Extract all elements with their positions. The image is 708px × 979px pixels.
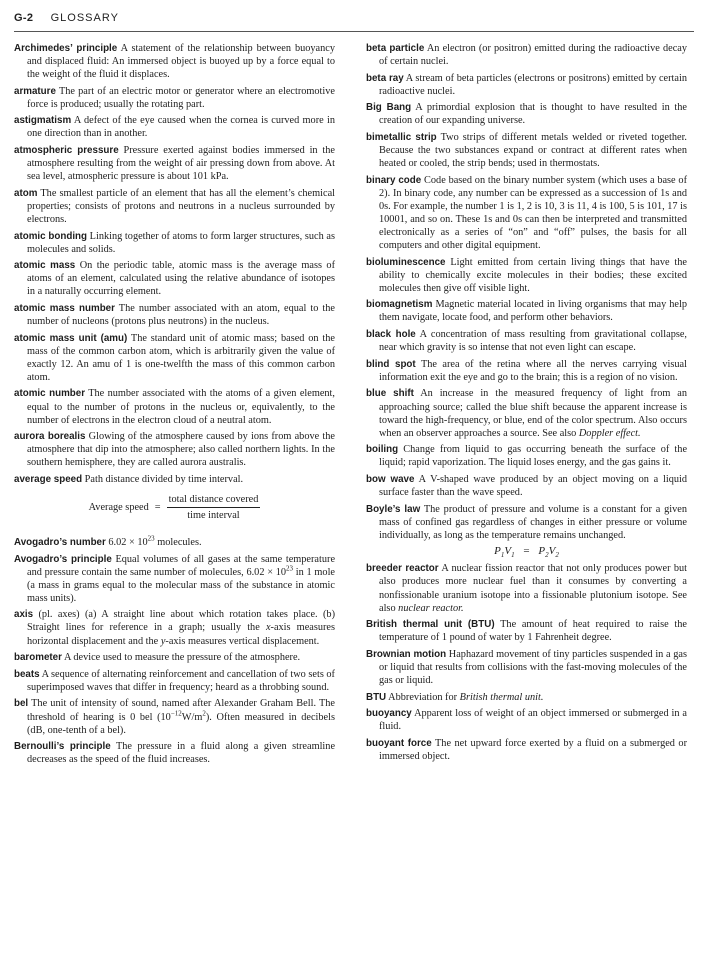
- entry-definition-cont: W/m: [181, 711, 203, 723]
- glossary-entry: [366, 42, 687, 68]
- formula-sub: 2: [545, 551, 549, 560]
- glossary-entry: [14, 651, 335, 664]
- glossary-entry: [366, 328, 687, 354]
- entry-term: black hole: [366, 329, 416, 341]
- formula-var: V: [504, 545, 512, 558]
- entry-definition: The area of the retina where all the nerves carrying visual information exit the eye and go to the brain; this is a region of no vision.: [379, 358, 687, 383]
- entry-definition: A concentration of mass resulting from gravitational collapse, near which gravity is so intense that not even light can escape.: [379, 329, 687, 354]
- section-title: GLOSSARY: [50, 12, 119, 24]
- entry-term: bimetallic strip: [366, 132, 437, 144]
- formula-var: P: [494, 545, 501, 558]
- entry-term: Avogadro’s principle: [14, 553, 112, 565]
- glossary-entry: [14, 144, 335, 183]
- glossary-entry: [366, 443, 687, 469]
- entry-definition: The amount of heat required to raise the temperature of 1 pound of water by 1 Fahrenheit degree.: [379, 619, 688, 644]
- entry-term: blind spot: [366, 358, 416, 370]
- glossary-entry: [366, 174, 687, 252]
- entry-definition: Path distance divided by time interval.: [84, 473, 244, 485]
- entry-definition: A device used to measure the pressure of the atmosphere.: [63, 652, 301, 664]
- entry-term: beta ray: [366, 72, 404, 84]
- exponent: 23: [147, 534, 155, 543]
- entry-definition: A defect of the eye caused when the cornea is curved more in one direction than in another.: [27, 115, 335, 140]
- entry-definition: Two strips of different metals welded or riveted together. Because the two substances expand or contract at different rates when heated or cooled, the strip bends; used in thermostats.: [379, 132, 688, 170]
- entry-definition: Light emitted from certain living things that have the ability to chemically excite molecules in their bodies; these excited molecules then give off visible light.: [379, 256, 688, 294]
- entry-term: BTU: [366, 691, 387, 703]
- right-column: [366, 42, 687, 767]
- glossary-entry: [366, 618, 687, 644]
- entry-term: buoyant force: [366, 737, 432, 749]
- entry-term: aurora borealis: [14, 431, 86, 443]
- average-speed-formula: [14, 490, 335, 526]
- glossary-entry: [14, 85, 335, 111]
- glossary-entry: [366, 562, 687, 614]
- entry-term: boiling: [366, 444, 399, 456]
- entry-term: atomic number: [14, 388, 86, 400]
- entry-term: atomic mass unit (amu): [14, 332, 128, 344]
- entry-definition: 6.02 × 10: [108, 536, 148, 548]
- variable: y: [160, 635, 166, 647]
- entry-term: breeder reactor: [366, 563, 439, 575]
- glossary-entry: [14, 536, 335, 549]
- glossary-entry: [14, 387, 335, 426]
- glossary-entry: [366, 473, 687, 499]
- entry-definition: A sequence of alternating reinforcement and cancellation of two sets of superimposed waves that differ in frequency; heard as a throbbing sound.: [27, 668, 335, 693]
- entry-term: barometer: [14, 652, 62, 664]
- formula-numerator: total distance covered: [167, 493, 261, 508]
- entry-definition: An increase in the measured frequency of light from an approaching source; called the blue shift because the apparent increase is toward the high-frequency, or blue, end of the color spectrum. Also occurs when an observer approaches a source. See also: [379, 388, 688, 439]
- variable: x: [265, 622, 271, 634]
- glossary-entry: [366, 131, 687, 170]
- entry-term: Big Bang: [366, 102, 412, 114]
- entry-definition: On the periodic table, atomic mass is the average mass of atoms of an element, calculated using the relative abundance of isotopes in a naturally occurring element.: [27, 260, 336, 298]
- entry-definition: The net upward force exerted by a fluid on a submerged or immersed object.: [379, 737, 688, 762]
- entry-definition-unit: molecules.: [157, 536, 202, 548]
- cross-reference: Doppler effect.: [578, 427, 641, 439]
- entry-term: bel: [14, 698, 29, 710]
- entry-term: axis: [14, 609, 34, 621]
- entry-definition-cont: ). Often measured in decibels (dB, one-tenth of a bel).: [27, 711, 335, 736]
- entry-definition: Code based on the binary number system (which uses a base of 2). In binary code, any number can be expressed as a succession of 1s and 0s. For example, the number 1 is 1, 2 is 10, 3 is 11, 4 is 100, 5 is 101, 17 is 10001, and so on. These 1s and 0s can then be interpreted and transmitted electronically as a series of “on” and “off” pulses, the basis for all computers and other digital equipment.: [379, 174, 687, 252]
- glossary-entry: [14, 259, 335, 298]
- entry-term: atomic bonding: [14, 230, 88, 242]
- glossary-entry: [366, 72, 687, 98]
- entry-term: buoyancy: [366, 708, 412, 720]
- glossary-entry: [14, 430, 335, 469]
- entry-term: Bernoulli’s principle: [14, 741, 111, 753]
- glossary-entry: [14, 740, 335, 766]
- exponent: 23: [286, 564, 294, 573]
- boyle-formula: [366, 545, 687, 558]
- entry-definition: Magnetic material located in living organisms that may help them navigate, locate food, and perform other behaviors.: [379, 299, 688, 324]
- entry-term: atomic mass number: [14, 303, 115, 314]
- entry-definition: The number associated with an atom, equal to the number of nucleons (protons plus neutrons) in the nucleus.: [27, 303, 335, 328]
- entry-definition: The smallest particle of an element that has all the element’s chemical properties; consists of protons and neutrons in a nucleus surrounded by electrons.: [27, 187, 336, 225]
- glossary-entry: [14, 668, 335, 694]
- glossary-entry: [366, 503, 687, 542]
- glossary-entry: [366, 358, 687, 384]
- entry-definition: Linking together of atoms to form larger structures, such as molecules and solids.: [27, 230, 335, 255]
- glossary-entry: [14, 553, 335, 605]
- formula-var: V: [548, 545, 556, 558]
- entry-term: Archimedes’ principle: [14, 43, 118, 54]
- entry-definition: Abbreviation for: [388, 691, 460, 703]
- entry-definition: A nuclear fission reactor that not only produces power but also produces more nuclear fuel than it consumes by converting a nonfissionable uranium isotope into a fissionable plutonium isotope. See also: [379, 563, 687, 614]
- glossary-entry: [366, 691, 687, 704]
- formula-equals: =: [154, 502, 161, 514]
- exponent: −12: [170, 709, 182, 718]
- entry-term: biomagnetism: [366, 299, 433, 311]
- entry-definition-cont: in 1 mole (a mass in grams equal to the molecular mass of the substance in atomic mass units).: [27, 566, 335, 604]
- formula-sub: 1: [500, 551, 505, 560]
- glossary-entry: [14, 187, 335, 226]
- cross-reference: nuclear reactor.: [398, 602, 464, 614]
- entry-term: atomic mass: [14, 260, 76, 272]
- entry-definition: A stream of beta particles (electrons or positrons) emitted by certain radioactive nuclei.: [379, 72, 687, 97]
- entry-definition: Haphazard movement of tiny particles suspended in a gas or liquid that results from collisions with the fast-moving molecules of the gas or liquid.: [379, 648, 687, 686]
- glossary-entry: [14, 697, 335, 736]
- entry-term: astigmatism: [14, 115, 72, 127]
- entry-definition: Glowing of the atmosphere caused by ions from above the atmosphere that dip into the atmosphere; also called northern lights. In the southern hemisphere, they are called aurora australis.: [27, 431, 335, 469]
- entry-term: beta particle: [366, 43, 425, 54]
- glossary-entry: [14, 42, 335, 81]
- entry-term: Brownian motion: [366, 648, 447, 660]
- formula-equals: =: [523, 545, 530, 558]
- entry-term: bow wave: [366, 473, 415, 485]
- entry-definition: A V-shaped wave produced by an object moving on a liquid surface faster than the wave speed.: [379, 473, 688, 498]
- entry-term: binary code: [366, 174, 422, 186]
- glossary-entry: [366, 387, 687, 439]
- formula-lhs: Average speed: [88, 502, 149, 514]
- entry-definition: The product of pressure and volume is a constant for a given mass of confined gas regardless of changes in either pressure or volume individually, as long as the temperature remains unchanged.: [379, 503, 688, 541]
- glossary-entry: [366, 648, 687, 687]
- entry-term: bioluminescence: [366, 256, 446, 268]
- entry-definition: The part of an electric motor or generator where an electromotive force is produced; usually the rotating part.: [27, 85, 335, 110]
- glossary-entry: [366, 256, 687, 295]
- formula-var: P: [538, 545, 546, 558]
- entry-term: atmospheric pressure: [14, 145, 119, 157]
- entry-definition: Apparent loss of weight of an object immersed or submerged in a fluid.: [379, 708, 687, 733]
- entry-definition: The unit of intensity of sound, named after Alexander Graham Bell. The threshold of hearing is 0 bel (10: [27, 698, 336, 723]
- entry-term: Avogadro’s number: [14, 536, 106, 548]
- page-number: G-2: [14, 12, 34, 24]
- glossary-entry: [14, 302, 335, 328]
- cross-reference: British thermal unit.: [459, 691, 544, 703]
- entry-definition: Pressure exerted against bodies immersed in the atmosphere resulting from the weight of air pressing down from above. At sea level, atmospheric pressure is about 101 kPa.: [27, 145, 336, 183]
- entry-definition: The pressure in a fluid along a given streamline decreases as the speed of the fluid increases.: [27, 741, 336, 766]
- formula-denominator: time interval: [187, 510, 240, 522]
- entry-definition-cont: -axis measures vertical displacement.: [165, 635, 320, 647]
- entry-term: Boyle’s law: [366, 503, 421, 515]
- entry-term: blue shift: [366, 388, 414, 400]
- entry-definition: (pl. axes) (a) A straight line about which rotation takes place. (b) Straight lines for reference in a graph; usually the: [27, 609, 335, 634]
- glossary-entry: [14, 473, 335, 486]
- exponent: 2: [202, 709, 206, 718]
- entry-definition: The standard unit of atomic mass; based on the mass of the common carbon atom, which is arbitrarily given the value of exactly 12. An amu of 1 is one-twelfth the mass of this common carbon atom.: [27, 332, 335, 383]
- glossary-entry: [14, 608, 335, 647]
- entry-definition: An electron (or positron) emitted during the radioactive decay of certain nuclei.: [379, 43, 687, 68]
- entry-definition: A primordial explosion that is thought to have resulted in the creation of our expanding universe.: [379, 102, 687, 127]
- glossary-entry: [366, 298, 687, 324]
- glossary-entry: [14, 114, 335, 140]
- glossary-entry: [366, 737, 687, 763]
- entry-term: armature: [14, 85, 56, 97]
- glossary-entry: [366, 101, 687, 127]
- formula-sub: 1: [511, 551, 515, 560]
- entry-term: atom: [14, 187, 38, 199]
- formula-fraction: [167, 493, 261, 522]
- glossary-entry: [14, 230, 335, 256]
- entry-term: beats: [14, 668, 40, 680]
- formula-sub: 2: [555, 551, 559, 560]
- entry-definition: A statement of the relationship between buoyancy and displaced fluid: An immersed object is buoyed up by a force equal to the weight of the fluid it displaces.: [27, 43, 335, 81]
- glossary-entry: [14, 332, 335, 384]
- entry-definition: Change from liquid to gas occurring beneath the surface of the liquid; rapid vaporization. The liquid loses energy, and the gas gains it.: [379, 444, 688, 469]
- glossary-entry: [366, 707, 687, 733]
- entry-term: average speed: [14, 473, 83, 485]
- entry-definition: The number associated with the atoms of a given element, equal to the number of protons in the nucleus or, equivalently, to the number of electrons in the electron cloud of a neutral atom.: [27, 388, 335, 426]
- running-head: [14, 12, 119, 24]
- entry-term: British thermal unit (BTU): [366, 619, 495, 631]
- entry-definition-cont: -axis measures horizontal displacement and the: [27, 622, 335, 647]
- header-rule: [14, 31, 694, 32]
- entry-definition: Equal volumes of all gases at the same temperature and pressure contain the same number of molecules, 6.02 × 10: [27, 553, 336, 578]
- left-column: [14, 42, 335, 770]
